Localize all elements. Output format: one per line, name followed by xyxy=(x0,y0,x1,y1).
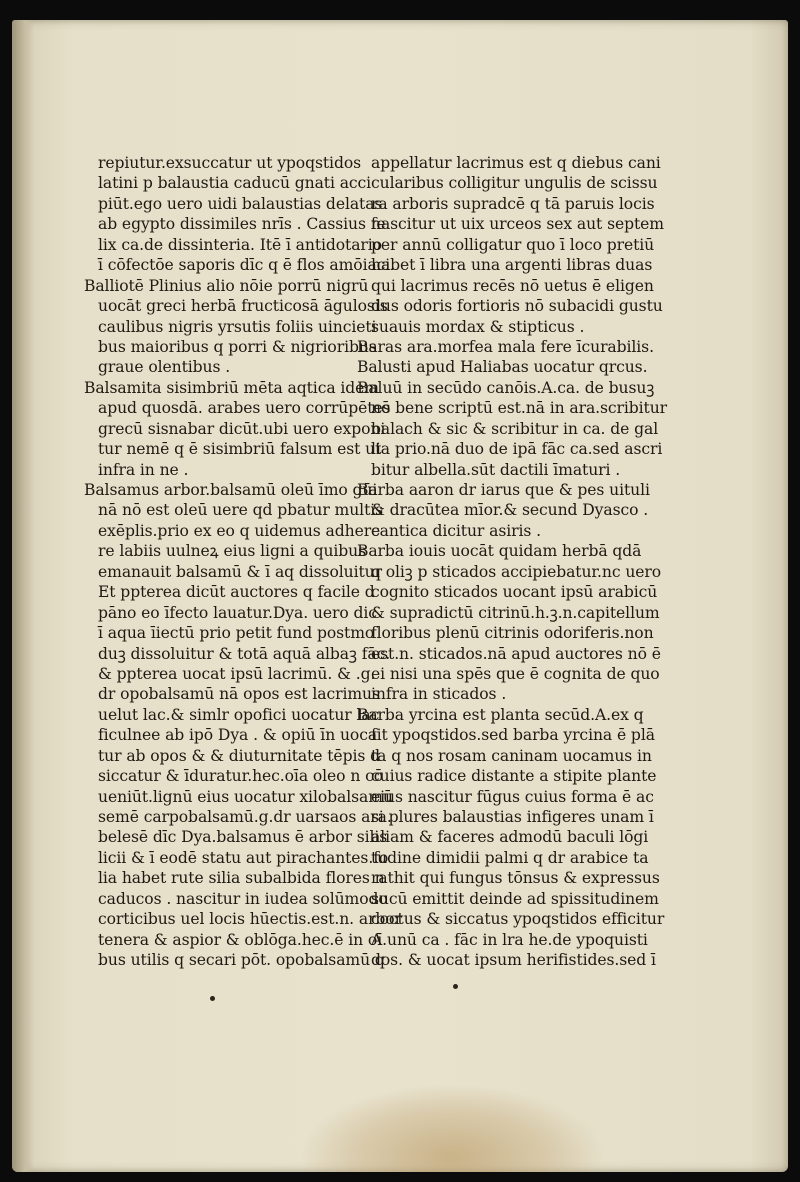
text-line: eius nascitur fūgus cuius forma ē ac xyxy=(371,787,654,806)
text-line: fit ypoqstidos.sed barba yrcina ē plā xyxy=(371,726,655,745)
text-line: suauis mordax & stipticus . xyxy=(371,317,585,336)
text-line: licii & ī eodē statu aut pirachantes.fo xyxy=(98,848,389,867)
text-line: uocāt greci herbā fructicosā āgulosis xyxy=(98,297,388,316)
text-line: pāno eo īfecto lauatur.Dya. uero dic xyxy=(98,603,377,622)
text-line: apud quosdā. arabes uero corrūpētes xyxy=(98,399,391,418)
text-line: Balsamita sisimbriū mēta aqtica idem xyxy=(84,378,379,397)
text-line: exēplis.prio ex eo q uidemus adhere xyxy=(98,521,381,540)
text-line: cuius radice distante a stipite plante xyxy=(371,767,657,786)
text-line: coctus & siccatus ypoqstidos efficitur xyxy=(371,910,665,929)
text-line: ficulnee ab ipō Dya . & opiū īn uoca xyxy=(98,726,378,745)
text-line: & supradictū citrinū.h.ꝫ.n.capitellum xyxy=(371,603,660,622)
text-line: belesē dīc Dya.balsamus ē arbor silis xyxy=(98,828,388,847)
text-line: lix ca.de dissinteria. Itē ī antidotario xyxy=(98,235,382,254)
left-text-column xyxy=(84,153,402,971)
text-line: caulibus nigris yrsutis foliis uincieti xyxy=(98,317,377,336)
text-line: per annū colligatur quo ī loco pretiū xyxy=(371,235,655,254)
text-line: nascitur ut uix urceos sex aut septem xyxy=(371,215,664,234)
text-line: latini p balaustia caducū gnati acci xyxy=(98,174,372,193)
text-line: dr opobalsamū nā opos est lacrimus xyxy=(98,685,380,704)
text-line: emanauit balsamū & ī aq dissoluitur xyxy=(98,562,382,581)
text-line: re labiis uulneꝝ eius ligni a quibus xyxy=(98,542,367,561)
text-line: Barba yrcina est planta secūd.A.ex q xyxy=(357,705,644,724)
text-line: dos. & uocat ipsum herifistides.sed ī xyxy=(371,951,656,970)
text-line: rathit qui fungus tōnsus & expressus xyxy=(371,869,660,888)
text-line: piūt.ego uero uidi balaustias delatas xyxy=(98,194,383,213)
text-line: q oliꝫ p sticados accipiebatur.nc uero xyxy=(371,562,662,581)
text-line: Balusti apud Haliabas uocatur qrcus. xyxy=(357,358,648,377)
text-line: qui lacrimus recēs nō uetus ē eligen xyxy=(371,276,654,295)
text-line: siccatur & īduratur.hec.oīa oleo n cō xyxy=(98,767,384,786)
text-line: infra in sticados . xyxy=(371,685,507,704)
text-line: balach & sic & scribitur in ca. de gal xyxy=(371,419,659,438)
text-line: duꝫ dissoluitur & totā aquā albaꝫ fāc. xyxy=(98,644,391,663)
text-line: dus odoris fortioris nō subacidi gustu xyxy=(371,297,663,316)
text-line: aliam & faceres admodū baculi lōgi xyxy=(371,828,649,847)
text-line: habet ī libra una argenti libras duas xyxy=(371,256,653,275)
text-line: cognito sticados uocant ipsū arabicū xyxy=(371,583,658,602)
text-line: bus maioribus q porri & nigrioribus xyxy=(98,337,377,356)
text-line: tur nemē q ē sisimbriū falsum est ut xyxy=(98,440,382,459)
text-line: & ppterea uocat ipsū lacrimū. & .g. xyxy=(98,664,376,683)
book-page xyxy=(12,20,788,1172)
text-line: nō bene scriptū est.nā in ara.scribitur xyxy=(371,399,668,418)
text-line: appellatur lacrimus est q diebus cani xyxy=(371,154,661,172)
text-line: ab egypto dissimiles nrīs . Cassius fe xyxy=(98,215,386,234)
page-gutter xyxy=(12,20,34,1172)
text-line: Baluū in secūdo canōis.A.ca. de busuꝫ xyxy=(357,378,655,397)
text-line: tudine dimidii palmi q dr arabice ta xyxy=(371,848,649,867)
text-line: tur ab opos & & diuturnitate tēpis d xyxy=(98,746,380,765)
text-line: Balsamus arbor.balsamū oleū īmo gūi xyxy=(84,481,378,499)
text-line: Barba iouis uocāt quidam herbā qdā xyxy=(357,542,642,561)
text-line: est.n. sticados.nā apud auctores nō ē xyxy=(371,644,661,663)
text-line: ta q nos rosam caninam uocamus in xyxy=(371,746,652,765)
text-line: Baras ara.morfea mala fere īcurabilis. xyxy=(357,337,654,356)
text-line: uelut lac.& simlr opofici uocatur lac xyxy=(98,705,380,724)
text-line: semē carpobalsamū.g.dr uarsaos ara. xyxy=(98,808,392,826)
text-line: Balliotē Plinius alio nōie porrū nigrū xyxy=(84,276,369,295)
text-line: ī cōfectōe saporis dīc q ē flos amōiaci. xyxy=(98,256,396,275)
text-line: cularibus colligitur ungulis de scissu xyxy=(371,174,658,193)
text-line: sucū emittit deinde ad spissitudinem xyxy=(371,889,659,908)
text-line: bus utilis q secari pōt. opobalsamū q xyxy=(98,951,385,970)
text-line: si plures balaustias infigeres unam ī xyxy=(371,808,654,826)
text-line: ei nisi una spēs que ē cognita de quo xyxy=(371,664,660,683)
text-line: tenera & aspior & oblōga.hec.ē in oī xyxy=(98,930,383,949)
text-line: & dracūtea mīor.& secund Dyasco . xyxy=(371,501,649,520)
text-line: ueniūt.lignū eius uocatur xilobalsamū xyxy=(98,787,393,806)
text-line: caducos . nascitur in iudea solūmodo xyxy=(98,889,388,908)
text-line: ra arboris supradcē q tā paruis locis xyxy=(371,194,655,213)
text-line: infra in ne . xyxy=(98,460,189,479)
ink-dot xyxy=(453,984,458,989)
text-line: repiutur.exsuccatur ut ypoqstidos xyxy=(98,154,362,172)
water-stain xyxy=(302,1085,602,1172)
text-line: floribus plenū citrinis odoriferis.non xyxy=(371,624,654,643)
ink-dot xyxy=(210,996,215,1001)
text-line: graue olentibus . xyxy=(98,358,231,377)
text-line: A.unū ca . fāc in lra he.de ypoquisti xyxy=(371,930,648,949)
text-line: lia prio.nā duo de ipā fāc ca.sed ascri xyxy=(371,440,663,459)
text-line: ī aqua īiectū prio petit fund postmo xyxy=(98,624,375,643)
text-line: nā nō est oleū uere qd pbatur multis xyxy=(98,501,384,520)
text-line: corticibus uel locis hūectis.est.n. arbor xyxy=(98,910,402,929)
text-line: Barba aaron dr iarus que & pes uituli xyxy=(357,481,650,499)
text-line: bitur albella.sūt dactili īmaturi . xyxy=(371,460,621,479)
text-line: grecū sisnabar dicūt.ubi uero exponi xyxy=(98,419,386,438)
text-line: lia habet rute silia subalbida flores n xyxy=(98,869,385,888)
text-line: Et ppterea dicūt auctores q facile d xyxy=(98,583,375,602)
text-line: cantica dicitur asiris . xyxy=(371,521,541,540)
right-text-column xyxy=(357,153,668,971)
